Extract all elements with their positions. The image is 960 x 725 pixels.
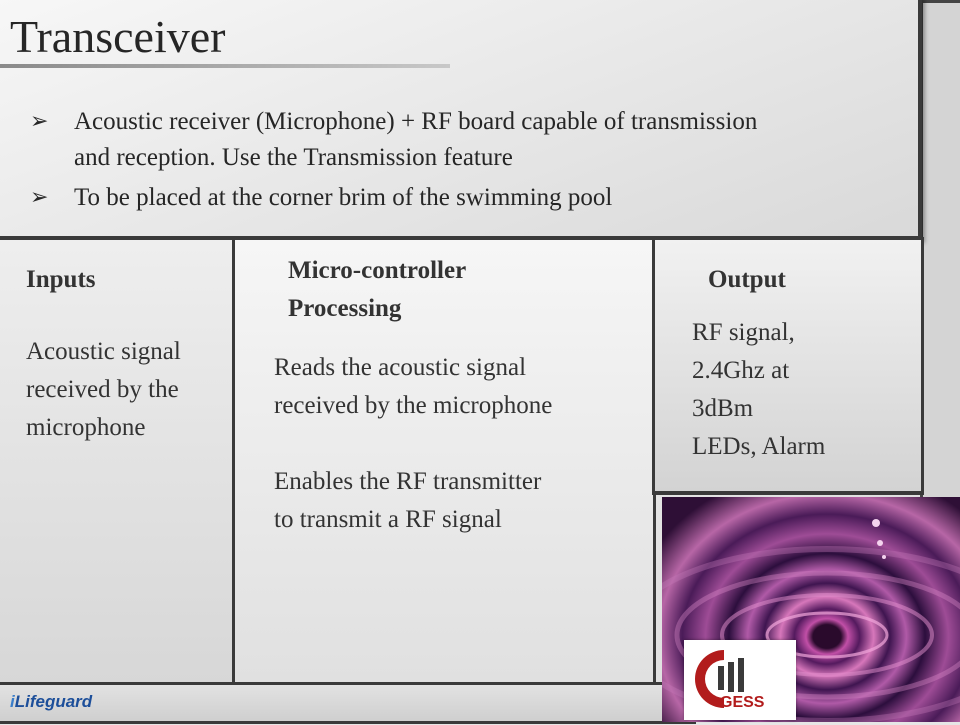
bullet-item: [30, 180, 790, 216]
lifeguard-logo: [10, 692, 92, 712]
title-underline: [0, 64, 450, 68]
right-frame-strip: [920, 0, 960, 510]
output-heading: Output: [708, 266, 786, 293]
bullet-list: [30, 104, 790, 220]
processing-heading: Micro-controller Processing: [288, 257, 467, 322]
bullet-text: Acoustic receiver (Microphone) + RF board capable of transmission and reception. Use the Transmission feature: [74, 108, 758, 171]
inputs-heading: Inputs: [26, 266, 96, 293]
inputs-text: Acoustic signal received by the microphone: [26, 338, 181, 441]
slide-title: Transceiver: [10, 11, 226, 62]
gess-logo-text: GESS: [720, 694, 765, 711]
gess-logo: [684, 640, 796, 720]
bullet-text: To be placed at the corner brim of the swimming pool: [74, 184, 613, 211]
bullet-item: [30, 104, 790, 176]
processing-text: Reads the acoustic signal received by the microphone Enables the RF transmitter to transmit a RF signal: [274, 354, 553, 533]
footer-bar: [0, 682, 696, 724]
lifeguard-logo-prefix: i: [10, 692, 15, 711]
lifeguard-logo-text: Lifeguard: [14, 692, 93, 711]
output-text: RF signal, 2.4Ghz at 3dBm LEDs, Alarm: [692, 319, 826, 460]
arrow-bullet-icon: ➢: [30, 185, 49, 210]
arrow-bullet-icon: ➢: [30, 109, 49, 134]
inputs-panel: [0, 237, 236, 687]
